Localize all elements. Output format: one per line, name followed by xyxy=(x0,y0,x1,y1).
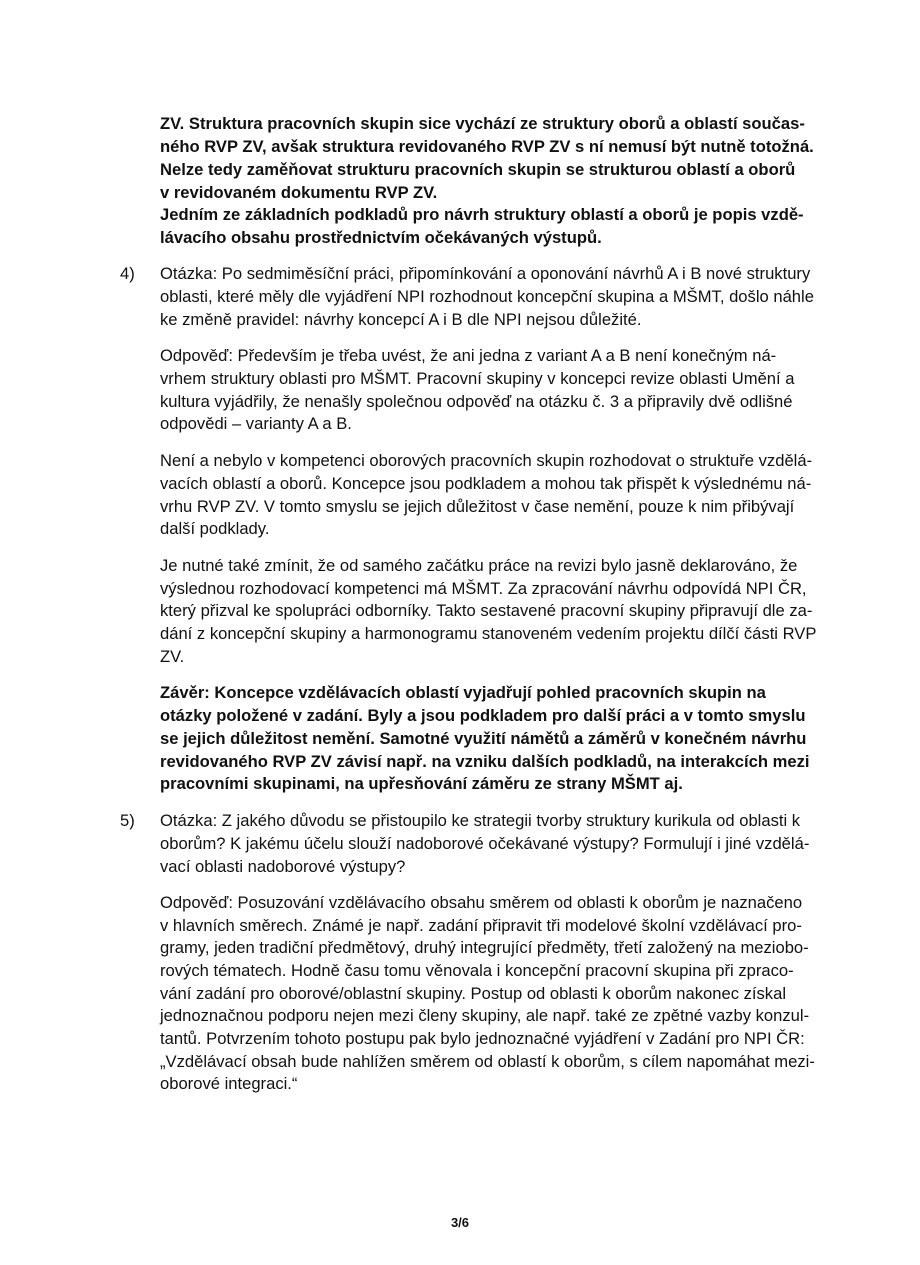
text-line: se jejich důležitost nemění. Samotné využití námětů a záměrů v konečném návrhu xyxy=(160,729,807,748)
text-line: ZV. Struktura pracovních skupin sice vychází ze struktury oborů a oblastí součas- xyxy=(160,114,805,133)
text-line: Není a nebylo v kompetenci oborových pracovních skupin rozhodovat o struktuře vzdělá- xyxy=(160,451,813,470)
text-line: Nelze tedy zaměňovat strukturu pracovních skupin se strukturou oblastí a oborů xyxy=(160,160,796,179)
text-line: vací oblasti nadoborové výstupy? xyxy=(160,857,406,876)
text-line: Otázka: Z jakého důvodu se přistoupilo ke strategii tvorby struktury kurikula od oblasti k xyxy=(160,811,801,830)
text-line: tantů. Potvrzením tohoto postupu pak bylo jednoznačné vyjádření v Zadání pro NPI ČR: xyxy=(160,1029,805,1048)
text-line: Odpověď: Posuzování vzdělávacího obsahu směrem od oblasti k oborům je naznačeno xyxy=(160,893,803,912)
text-line: dání z koncepční skupiny a harmonogramu stanoveném vedením projektu dílčí části RVP xyxy=(160,624,817,643)
list-number: 5) xyxy=(120,811,135,830)
text-line: odpovědi – varianty A a B. xyxy=(160,414,352,433)
text-line: oborové integraci.“ xyxy=(160,1074,298,1093)
text-line: jednoznačnou podporu nejen mezi členy skupiny, ale např. také ze zpětné vazby konzul- xyxy=(160,1006,810,1025)
text-line: vání zadání pro oborové/oblastní skupiny. Postup od oblasti k oborům nakonec získal xyxy=(160,984,787,1003)
text-line: oblasti, které měly dle vyjádření NPI rozhodnout koncepční skupina a MŠMT, došlo náhle xyxy=(160,287,814,306)
text-line: pracovními skupinami, na upřesňování záměru ze strany MŠMT aj. xyxy=(160,774,683,793)
text-line: Je nutné také zmínit, že od samého začátku práce na revizi bylo jasně deklarováno, že xyxy=(160,556,798,575)
text-line: vacích oblastí a oborů. Koncepce jsou podkladem a mohou tak přispět k výslednému ná- xyxy=(160,474,812,493)
text-line: v revidovaném dokumentu RVP ZV. xyxy=(160,183,438,202)
text-line: „Vzdělávací obsah bude nahlížen směrem od oblastí k oborům, s cílem napomáhat mezi- xyxy=(160,1052,815,1071)
text-line: oborům? K jakému účelu slouží nadoborové očekávané výstupy? Formulují i jiné vzdělá- xyxy=(160,834,810,853)
text-line: ke změně pravidel: návrhy koncepcí A i B dle NPI nejsou důležité. xyxy=(160,310,642,329)
text-line: v hlavních směrech. Známé je např. zadání připravit tři modelové školní vzdělávací pro- xyxy=(160,916,802,935)
text-line: gramy, jeden tradiční předmětový, druhý integrující předměty, třetí založený na meziobo- xyxy=(160,938,809,957)
text-line: Závěr: Koncepce vzdělávacích oblastí vyjadřují pohled pracovních skupin na xyxy=(160,683,766,702)
text-line: rových tématech. Hodně času tomu věnovala i koncepční pracovní skupina při zpraco- xyxy=(160,961,794,980)
text-line: ného RVP ZV, avšak struktura revidovaného RVP ZV s ní nemusí být nutně totožná. xyxy=(160,137,814,156)
text-line: Otázka: Po sedmiměsíční práci, připomínkování a oponování návrhů A i B nové struktury xyxy=(160,264,811,283)
text-line: ZV. xyxy=(160,647,185,666)
text-line: výslednou rozhodovací kompetenci má MŠMT. Za zpracování návrhu odpovídá NPI ČR, xyxy=(160,579,807,598)
list-number: 4) xyxy=(120,264,135,283)
page-number: 3/6 xyxy=(450,1215,470,1230)
text-line: Odpověď: Především je třeba uvést, že ani jedna z variant A a B není konečným ná- xyxy=(160,346,777,365)
text-line: vrhem struktury oblasti pro MŠMT. Pracovní skupiny v koncepci revize oblasti Umění a xyxy=(160,369,795,388)
text-line: Jedním ze základních podkladů pro návrh struktury oblastí a oborů je popis vzdě- xyxy=(160,205,804,224)
text-line: který přizval ke spolupráci odborníky. Takto sestavené pracovní skupiny připravují dle za- xyxy=(160,601,813,620)
text-line: vrhu RVP ZV. V tomto smyslu se jejich důležitost v čase nemění, pouze k nim přibývají xyxy=(160,497,795,516)
text-line: kultura vyjádřily, že nenašly společnou odpověď na otázku č. 3 a připravily dvě odlišné xyxy=(160,392,793,411)
text-line: otázky položené v zadání. Byly a jsou podkladem pro další práci a v tomto smyslu xyxy=(160,706,806,725)
text-line: revidovaného RVP ZV závisí např. na vzniku dalších podkladů, na interakcích mezi xyxy=(160,752,810,771)
text-line: lávacího obsahu prostřednictvím očekávaných výstupů. xyxy=(160,228,602,247)
text-line: další podklady. xyxy=(160,519,270,538)
